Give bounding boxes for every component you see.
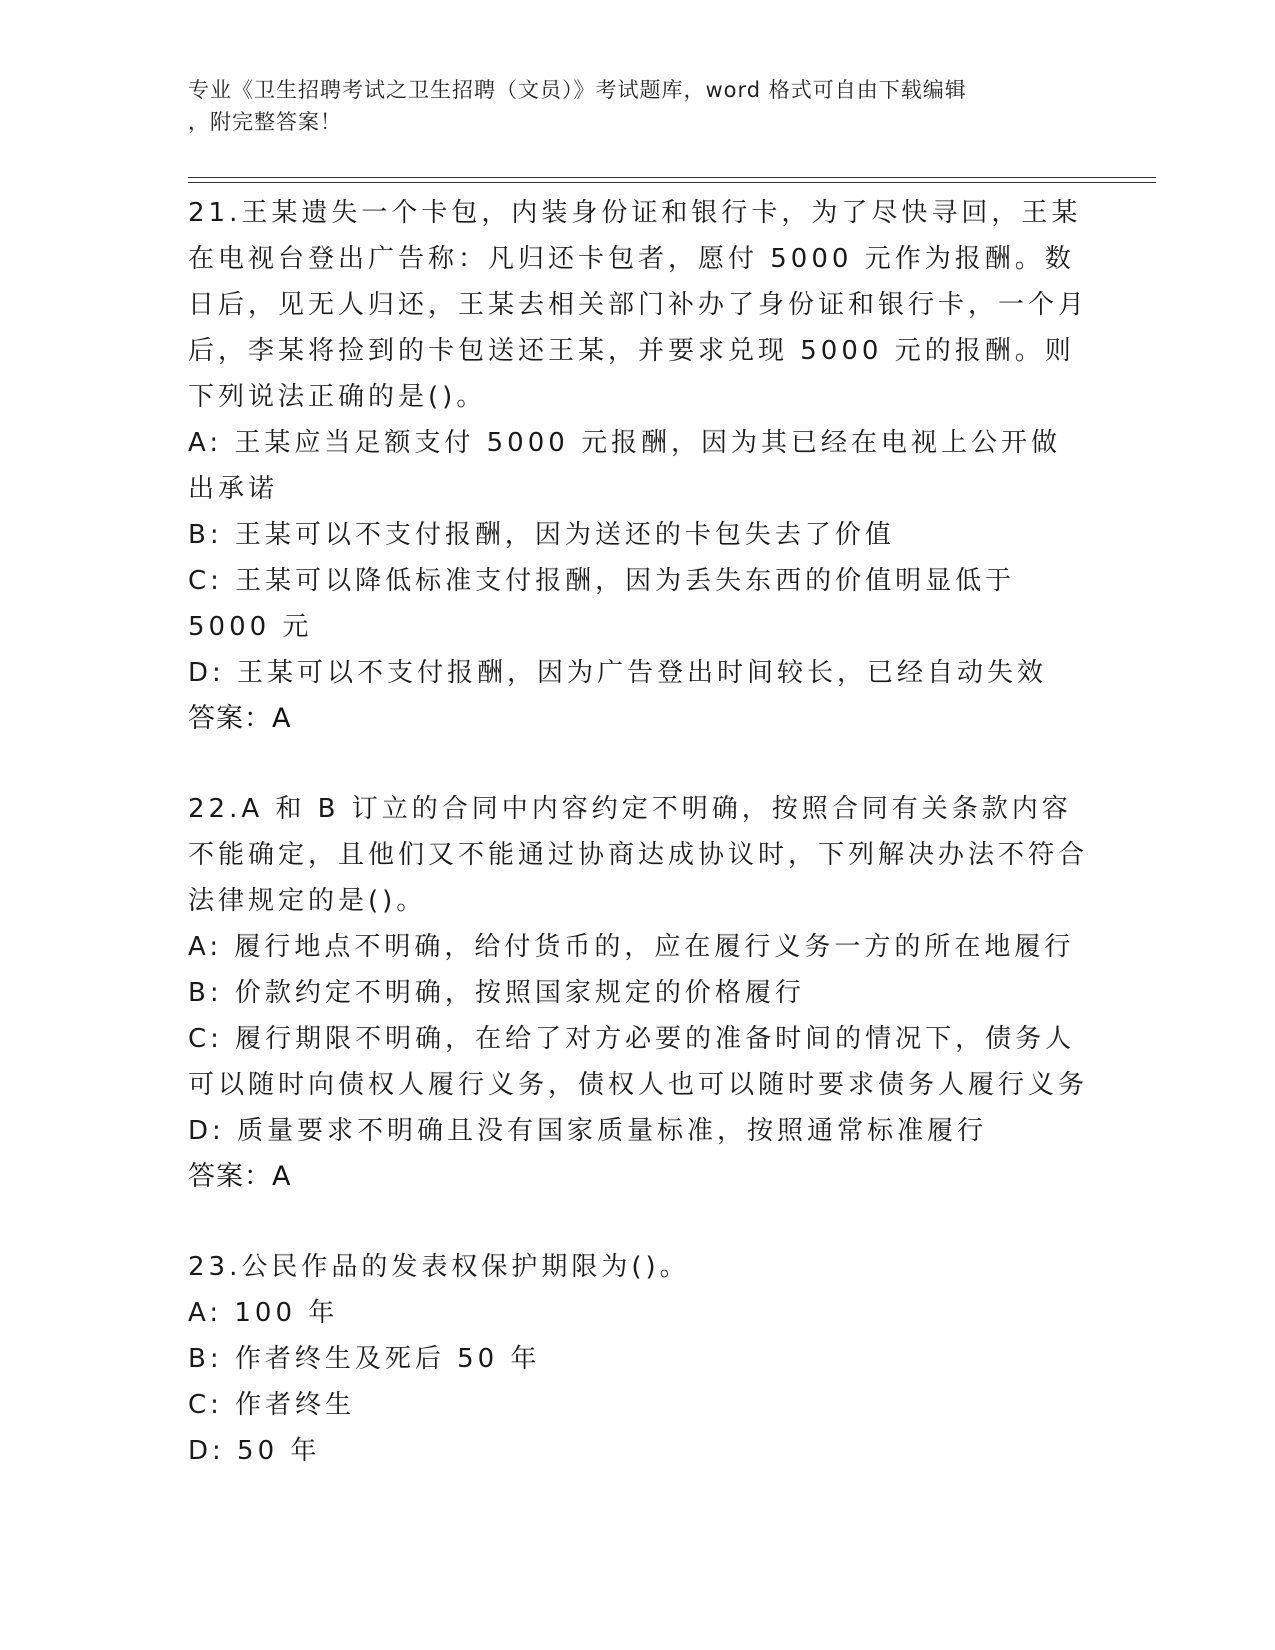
option-d: D: 质量要求不明确且没有国家质量标准，按照通常标准履行 [188, 1116, 988, 1146]
question-22 [188, 786, 1088, 1200]
option-d: D: 50 年 [188, 1436, 321, 1466]
document-header [188, 74, 1068, 138]
option-c: C: 王某可以降低标准支付报酬，因为丢失东西的价值明显低于 5000 元 [188, 566, 1016, 642]
header-line-2: ，附完整答案！ [188, 110, 342, 134]
answer: 答案：A [188, 1161, 292, 1192]
answer: 答案：A [188, 703, 292, 734]
option-a: A: 100 年 [188, 1298, 339, 1328]
header-rule-top [188, 177, 1156, 178]
option-a: A: 王某应当足额支付 5000 元报酬，因为其已经在电视上公开做出承诺 [188, 428, 1062, 504]
question-23 [188, 1244, 1088, 1474]
option-d: D: 王某可以不支付报酬，因为广告登出时间较长，已经自动失效 [188, 658, 1048, 688]
option-c: C: 作者终生 [188, 1390, 356, 1420]
header-rule-bottom [188, 182, 1156, 183]
option-c: C: 履行期限不明确，在给了对方必要的准备时间的情况下，债务人可以随时向债权人履行义务，债权人也可以随时要求债务人履行义务 [188, 1024, 1089, 1100]
option-b: B: 王某可以不支付报酬，因为送还的卡包失去了价值 [188, 520, 895, 550]
question-stem: 23.公民作品的发表权保护期限为()。 [188, 1252, 690, 1282]
option-b: B: 作者终生及死后 50 年 [188, 1344, 541, 1374]
question-list [188, 190, 1088, 1474]
header-line-1: 专业《卫生招聘考试之卫生招聘（文员）》考试题库，word 格式可自由下载编辑 [188, 78, 967, 102]
option-b: B: 价款约定不明确，按照国家规定的价格履行 [188, 978, 805, 1008]
question-21 [188, 190, 1088, 742]
option-a: A: 履行地点不明确，给付货币的，应在履行义务一方的所在地履行 [188, 932, 1075, 962]
question-stem: 21.王某遗失一个卡包，内装身份证和银行卡，为了尽快寻回，王某在电视台登出广告称：凡归还卡包者，愿付 5000 元作为报酬。数日后，见无人归还，王某去相关部门补办了身份证和银行卡，一个月后，李某将捡到的卡包送还王某，并要求兑现 5000 元的报酬。则下列说法正确的是()。 [188, 198, 1089, 412]
question-stem: 22.A 和 B 订立的合同中内容约定不明确，按照合同有关条款内容不能确定，且他们又不能通过协商达成协议时，下列解决办法不符合法律规定的是()。 [188, 794, 1089, 916]
